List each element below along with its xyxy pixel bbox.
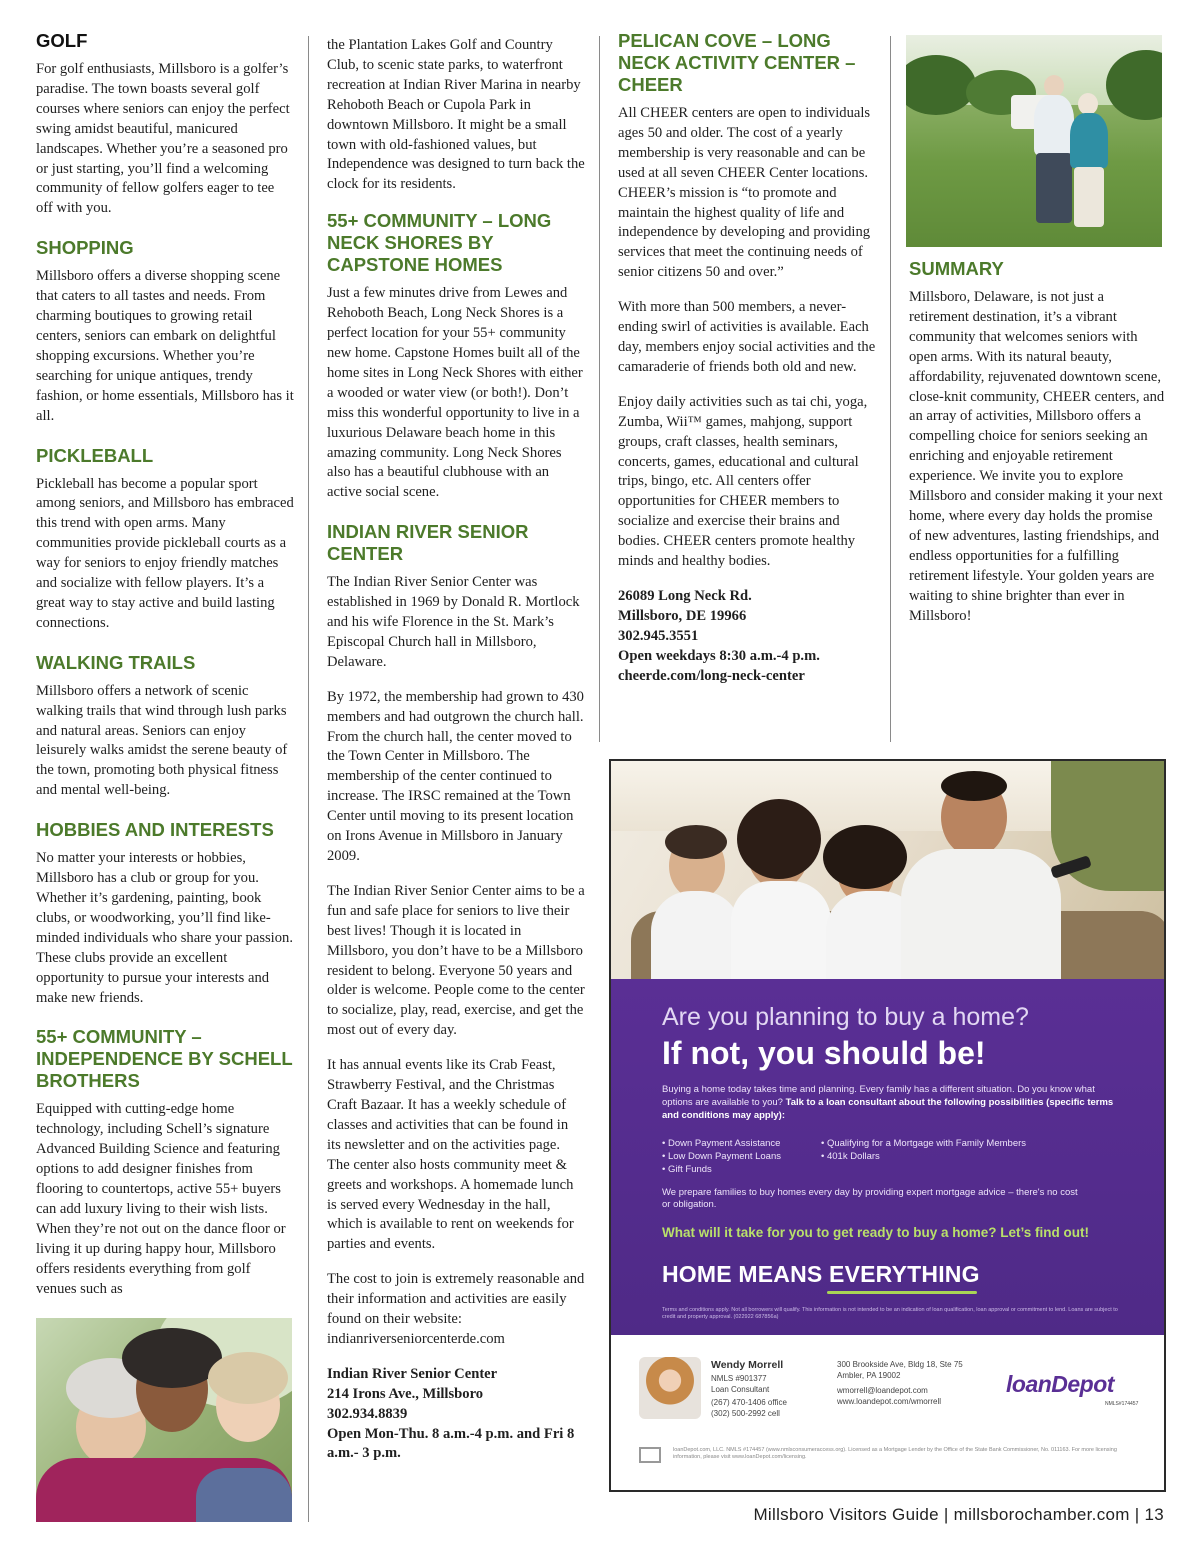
independence-continued: the Plantation Lakes Golf and Country Club, to scenic state parks, to waterfront recreation at Indian River Marina in nearby Rehoboth Beach or Cupola Park in downtown Millsboro. It might be a small town with old-fashioned values, but Independence was designed to turn back the clock for its residents. (327, 37, 585, 193)
irsc-heading: INDIAN RIVER SENIOR CENTER (327, 521, 529, 565)
cheer-website: cheerde.com/long-neck-center (618, 667, 805, 684)
cheer-paragraph-3: Enjoy daily activities such as tai chi, yoga, Zumba, Wii™ games, mahjong, support groups, craft classes, health seminars, concerts, games, educational and cultural trips, bingo, etc. All centers offer opportunities for CHEER members to socialize and exercise their brains and bodies. CHEER centers promote healthy minds and healthy bodies. (618, 393, 868, 570)
consultant-nmls: NMLS #901377 (711, 1374, 767, 1383)
irsc-paragraph-1: The Indian River Senior Center was established in 1969 by Donald R. Mortlock and his wife Florence in the St. Mark’s Episcopal Church hall in Millsboro, Delaware. (327, 574, 580, 670)
consultant-cell-phone[interactable]: (302) 500-2992 cell (711, 1409, 780, 1418)
ad-option: • Gift Funds (662, 1163, 781, 1176)
irsc-address: 214 Irons Ave., Millsboro (327, 1385, 484, 1402)
hobbies-heading: HOBBIES AND INTERESTS (36, 819, 274, 841)
avatar (639, 1357, 701, 1419)
pickleball-text: Pickleball has become a popular sport among seniors, and Millsboro has embraced this trend with open arms. Many communities provide pickleball courts as a way for seniors to enjoy friendly matches and socialize with fellow players. It’s a great way to stay active and build lasting connections. (36, 475, 294, 631)
cheer-heading: PELICAN COVE – LONG NECK ACTIVITY CENTER – CHEER (618, 30, 856, 95)
ad-option: • Qualifying for a Mortgage with Family Members (821, 1137, 1026, 1150)
tagline-underline (827, 1291, 977, 1294)
ad-options-left (662, 1137, 781, 1176)
golf-couple-photo (906, 35, 1162, 247)
column-4 (909, 258, 1167, 641)
independence-heading: 55+ COMMUNITY – INDEPENDENCE BY SCHELL BROTHERS (36, 1026, 293, 1092)
cheer-paragraph-2: With more than 500 members, a never-ending swirl of activities is available. Each day, members enjoy social activities and the camaraderie of friends both old and new. (618, 299, 876, 375)
column-rule-1 (308, 36, 309, 1522)
consultant-role: Loan Consultant (711, 1385, 770, 1394)
cheer-paragraph-1: All CHEER centers are open to individuals ages 50 and older. The cost of a yearly membership is very reasonable and can be used at all seven CHEER Center locations. CHEER’s mission is “to promote and maintain the highest quality of life and independence by developing and providing services that meet the continuing needs of senior citizens 50 and over.” (618, 105, 871, 281)
consultant-website[interactable]: www.loandepot.com/wmorrell (837, 1397, 942, 1406)
summary-text: Millsboro, Delaware, is not just a retirement destination, it’s a vibrant community that welcomes seniors with open arms. With its natural beauty, affordability, rejuvenated downtown scene, close-knit community, CHEER centers, and an array of activities, Millsboro offers a compelling choice for seniors seeking an enriching and enjoyable retirement experience. We invite you to explore Millsboro and consider making it your next home, where every day holds the promise of new adventures, lasting friendships, and endless opportunities for a fulfilling retirement lifestyle. Your golden years are waiting to shine brighter than ever in Millsboro! (909, 289, 1165, 624)
independence-text: Equipped with cutting-edge home technology, including Schell’s signature Advanced Building Science and featuring options to add designer finishes from flooring to countertops, active 55+ buyers can add luxury living to their wish lists. When they’re not out on the dance floor or living it up during happy hour, Millsboro offers residents everything from golf venues such as (36, 1101, 286, 1297)
ad-fine-print: Terms and conditions apply. Not all borrowers will qualify. This information is not intended to be an indication of loan qualification, loan approval or commitment to lend. Loans are subject to credit and property approval. (022922 687856a) (662, 1307, 1118, 1320)
column-3 (618, 30, 876, 686)
cheer-phone: 302.945.3551 (618, 627, 699, 644)
consultant-email[interactable]: wmorrell@loandepot.com (837, 1386, 928, 1395)
ad-purple-panel (611, 979, 1164, 1335)
ad-body: Buying a home today takes time and planning. Every family has a different situation. Do you know what options are available to you? Talk to a loan consultant about the following possibilities (specific terms and conditions may apply): (662, 1084, 1114, 1121)
loandepot-advertisement[interactable] (609, 759, 1166, 1492)
irsc-hours: Open Mon-Thu. 8 a.m.-4 p.m. and Fri 8 a.m.- 3 p.m. (327, 1425, 575, 1462)
ad-option: • Low Down Payment Loans (662, 1150, 781, 1163)
column-rule-3 (890, 36, 891, 742)
office-address-line-2: Ambler, PA 19002 (837, 1371, 901, 1380)
golf-text: For golf enthusiasts, Millsboro is a golfer’s paradise. The town boasts several golf courses where seniors can enjoy the perfect swing amidst beautiful, manicured landscapes. Whether you’re a seasoned pro or just starting, you’ll find a welcoming community of fellow golfers eager to tee off with you. (36, 61, 290, 217)
long-neck-shores-heading: 55+ COMMUNITY – LONG NECK SHORES BY CAPSTONE HOMES (327, 210, 552, 276)
office-address-line-1: 300 Brookside Ave, Bldg 18, Ste 75 (837, 1360, 963, 1369)
shopping-heading: SHOPPING (36, 237, 134, 259)
ad-option: • 401k Dollars (821, 1150, 1026, 1163)
ad-options-right (821, 1137, 1026, 1163)
ad-call-to-action: What will it take for you to get ready to buy a home? Let’s find out! (662, 1225, 1090, 1240)
long-neck-shores-text: Just a few minutes drive from Lewes and Rehoboth Beach, Long Neck Shores is a perfect location for your 55+ community new home. Capstone Homes built all of the home sites in Long Neck Shores with either a wooded or water view (or both!). Don’t miss this wonderful opportunity to live in a luxurious Delaware beach home in this amazing community. Long Neck Shores also has a beautiful clubhouse with an active social scene. (327, 285, 583, 501)
equal-housing-icon (639, 1447, 661, 1463)
logo-nmls: NMLS#174457 (1105, 1401, 1139, 1407)
loandepot-logo: loanDepot (1006, 1371, 1114, 1397)
ad-legal-text: loanDepot.com, LLC. NMLS #174457 (www.nmlsconsumeraccess.org). Licensed as a Mortgage Lender by the Office of the State Bank Commissioner, No. 011163. For more licensing information, please visit www.loanDepot.com/licensing. (673, 1447, 1117, 1460)
consultant-office-phone[interactable]: (267) 470-1406 office (711, 1398, 787, 1407)
golf-heading: GOLF (36, 30, 88, 51)
irsc-name: Indian River Senior Center (327, 1365, 498, 1382)
shopping-text: Millsboro offers a diverse shopping scene that caters to all tastes and needs. From charming boutiques to growing retail centers, seniors can embark on delightful shopping excursions. Whether you’re searching for unique antiques, trendy fashion, or home essentials, Millsboro has it all. (36, 268, 294, 424)
column-2 (327, 36, 585, 1482)
summary-heading: SUMMARY (909, 258, 1004, 279)
ad-option: • Down Payment Assistance (662, 1137, 781, 1150)
family-photo (611, 761, 1164, 979)
walking-trails-heading: WALKING TRAILS (36, 651, 196, 673)
ad-prep-text: We prepare families to buy homes every day by providing expert mortgage advice – there's no cost or obligation. (662, 1187, 1078, 1210)
senior-friends-photo (36, 1318, 292, 1522)
irsc-paragraph-4: It has annual events like its Crab Feast, Strawberry Festival, and the Christmas Craft Bazaar. It has a weekly schedule of classes and activities that can be found in its newsletter and on the activities page. The center also hosts community meet & greets and workshops. A homemade lunch is served every Wednesday in the hall, which is available to rent on weekends for parties and events. (327, 1057, 574, 1253)
consultant-name: Wendy Morrell (711, 1359, 784, 1371)
cheer-city: Millsboro, DE 19966 (618, 607, 747, 624)
hobbies-text: No matter your interests or hobbies, Millsboro has a club or group for you. Whether it’s gardening, painting, book clubs, or woodworking, you’ll find like-minded individuals who share your passion. These clubs provide an excellent opportunity to pursue your interests and make new friends. (36, 850, 293, 1006)
ad-contact-panel (611, 1335, 1164, 1490)
cheer-street: 26089 Long Neck Rd. (618, 587, 752, 604)
irsc-phone: 302.934.8839 (327, 1405, 408, 1422)
ad-tagline: HOME MEANS EVERYTHING (662, 1261, 980, 1288)
walking-trails-text: Millsboro offers a network of scenic walking trails that wind through lush parks and natural areas. Seniors can enjoy leisurely walks amidst the serene beauty of the town, promoting both physical fitness and mental well-being. (36, 682, 288, 799)
page-footer: Millsboro Visitors Guide | millsborochamber.com | 13 (753, 1505, 1164, 1524)
cheer-hours: Open weekdays 8:30 a.m.-4 p.m. (618, 647, 820, 664)
irsc-paragraph-2: By 1972, the membership had grown to 430 members and had outgrown the church hall. From the church hall, the center moved to the Town Center in Millsboro. The membership of the center continued to increase. The IRSC remained at the Town Center until moving to its present location on Irons Avenue in Millsboro in January 2009. (327, 688, 584, 864)
ad-headline: If not, you should be! (662, 1035, 986, 1071)
irsc-paragraph-5: The cost to join is extremely reasonable and their information and activities are easily found on their website: indianriverseniorcenterde.com (327, 1271, 585, 1347)
column-1 (36, 30, 294, 1318)
irsc-paragraph-3: The Indian River Senior Center aims to be a fun and safe place for seniors to live their best lives! Though it is located in Millsboro, you don’t have to be a Millsboro resident to belong. Everyone 50 years and older is welcome. People come to the center to socialize, play, read, exercise, and get the most out of every day. (327, 882, 585, 1039)
pickleball-heading: PICKLEBALL (36, 444, 154, 466)
ad-question: Are you planning to buy a home? (662, 1003, 1029, 1031)
column-rule-2 (599, 36, 600, 742)
